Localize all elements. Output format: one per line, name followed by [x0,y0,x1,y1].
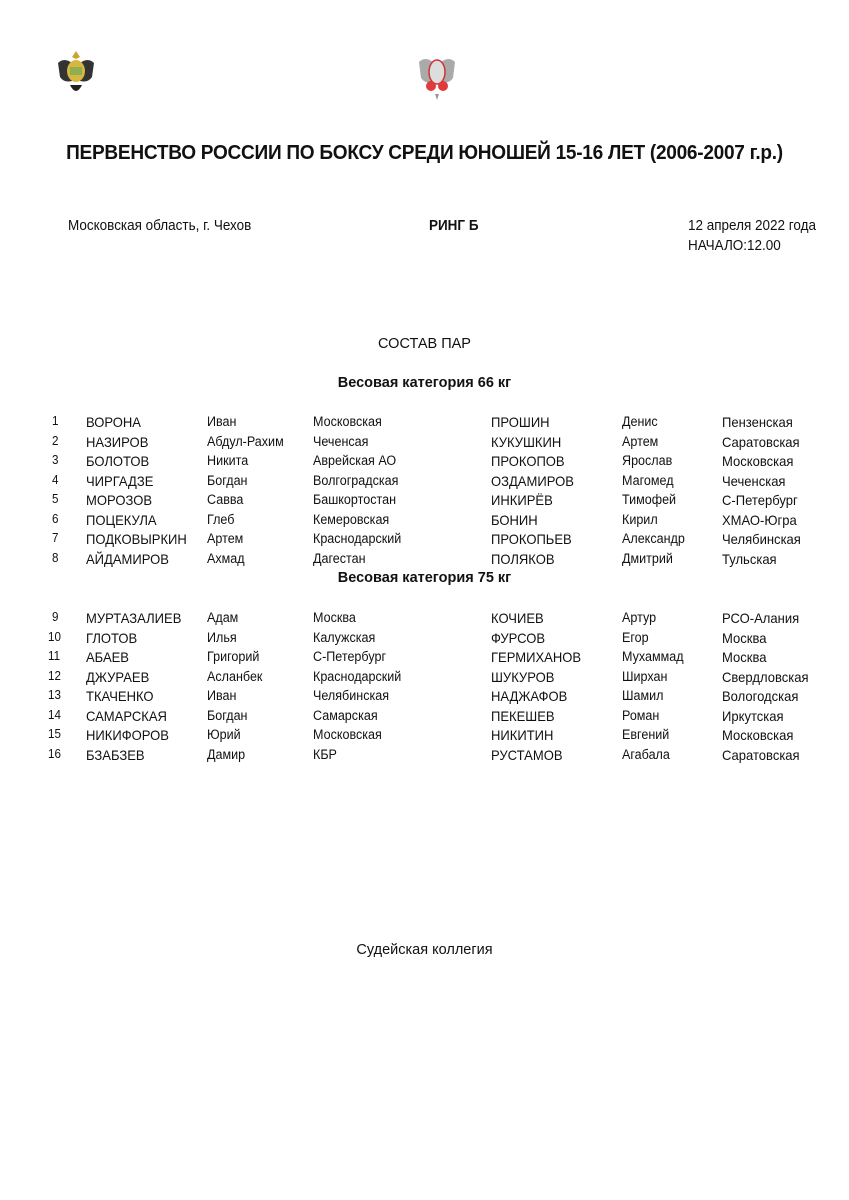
red-name: Григорий [207,649,260,664]
pair-number: 8 [52,550,59,565]
weight-category-66: Весовая категория 66 кг [337,375,512,391]
red-name: Глеб [207,511,235,527]
blue-surname: ПРОКОПОВ [491,453,565,469]
red-surname: НИКИФОРОВ [86,727,169,743]
pair-row [0,649,849,669]
ring-label: РИНГ Б [429,218,479,234]
pair-row [0,512,849,532]
red-name: Богдан [207,472,248,488]
pair-number: 12 [48,668,61,683]
red-surname: ТКАЧЕНКО [86,688,154,704]
location: Московская область, г. Чехов [68,218,252,234]
red-region: Калужская [313,629,376,645]
pair-number: 14 [48,707,61,722]
section-title: СОСТАВ ПАР [378,336,471,352]
pair-number: 15 [48,727,61,741]
red-surname: ПОДКОВЫРКИН [86,531,187,547]
red-region: Московская [313,414,382,429]
red-region: Волгоградская [313,472,399,488]
red-name: Ахмад [207,550,245,566]
pair-number: 3 [52,453,59,467]
blue-surname: ПРОШИН [491,414,550,430]
blue-region: ХМАО-Югра [722,511,797,528]
blue-name: Егор [622,629,649,645]
red-region: Челябинская [313,688,390,703]
pair-row [0,414,849,434]
red-region: Московская [313,727,382,742]
red-region: Чеченсая [313,433,369,449]
blue-region: Иркутская [722,707,784,724]
pair-number: 11 [48,649,61,663]
blue-surname: КОЧИЕВ [491,610,544,626]
red-region: Аврейская АО [313,453,397,468]
pair-row [0,669,849,689]
red-name: Никита [207,453,249,468]
blue-region: Тульская [722,550,777,567]
red-surname: НАЗИРОВ [86,433,149,450]
red-surname: ДЖУРАЕВ [86,668,150,685]
red-name: Абдул-Рахим [207,433,284,449]
blue-surname: ФУРСОВ [491,629,546,646]
blue-surname: ОЗДАМИРОВ [491,472,574,489]
start-time: НАЧАЛО:12.00 [688,238,781,254]
pair-row [0,453,849,473]
pair-row [0,630,849,650]
red-region: Дагестан [313,550,366,566]
judges-signature: Судейская коллегия [356,942,493,958]
blue-name: Тимофей [622,492,677,507]
red-region: Краснодарский [313,668,402,684]
blue-surname: КУКУШКИН [491,433,562,450]
pair-row [0,434,849,454]
blue-name: Артем [622,433,659,449]
red-surname: ВОРОНА [86,414,142,430]
blue-region: Пензенская [722,414,793,430]
blue-region: С-Петербург [722,492,798,508]
red-surname: МУРТАЗАЛИЕВ [86,610,182,626]
pair-row [0,492,849,512]
red-region: Кемеровская [313,511,390,527]
blue-surname: ИНКИРЁВ [491,492,553,508]
weight-category-75: Весовая категория 75 кг [337,570,512,586]
red-surname: БЗАБЗЕВ [86,746,145,763]
blue-name: Мухаммад [622,649,684,664]
red-surname: ЧИРГАДЗЕ [86,472,154,489]
blue-surname: БОНИН [491,511,538,528]
red-name: Юрий [207,727,241,742]
red-region: Краснодарский [313,531,402,546]
blue-region: Москва [722,629,767,646]
pair-number: 1 [52,414,59,428]
blue-region: Московская [722,727,794,743]
pair-row [0,747,849,767]
pair-number: 5 [52,492,59,506]
red-name: Адам [207,610,239,625]
blue-name: Роман [622,707,660,723]
blue-name: Денис [622,414,658,429]
event-date: 12 апреля 2022 года [688,218,816,234]
pair-row [0,551,849,571]
red-surname: БОЛОТОВ [86,453,150,469]
blue-region: Вологодская [722,688,799,704]
red-region: С-Петербург [313,649,387,664]
red-name: Савва [207,492,244,507]
blue-region: Москва [722,649,767,665]
red-region: Москва [313,610,356,625]
blue-name: Артур [622,610,657,625]
blue-name: Агабала [622,746,670,762]
red-name: Артем [207,531,244,546]
pair-number: 2 [52,433,59,448]
pair-row [0,473,849,493]
red-name: Иван [207,688,237,703]
blue-region: Московская [722,453,794,469]
blue-region: Челябинская [722,531,801,547]
document-title: ПЕРВЕНСТВО РОССИИ ПО БОКСУ СРЕДИ ЮНОШЕЙ 15-16 ЛЕТ (2006-2007 г.р.) [66,141,783,164]
blue-region: Свердловская [722,668,809,685]
blue-surname: ШУКУРОВ [491,668,555,685]
blue-name: Ярослав [622,453,673,468]
blue-surname: НИКИТИН [491,727,554,743]
red-region: Самарская [313,707,378,723]
pair-row [0,610,849,630]
red-surname: АЙДАМИРОВ [86,550,169,567]
red-name: Илья [207,629,237,645]
red-region: КБР [313,746,337,762]
pair-number: 4 [52,472,59,487]
blue-surname: ПЕКЕШЕВ [491,707,555,724]
red-name: Иван [207,414,237,429]
federation-emblem-icon [415,48,459,102]
blue-name: Шамил [622,688,664,703]
blue-region: Саратовская [722,746,800,763]
red-region: Башкортостан [313,492,397,507]
red-surname: ГЛОТОВ [86,629,138,646]
blue-region: РСО-Алания [722,610,800,626]
red-name: Асланбек [207,668,263,684]
pair-number: 6 [52,511,59,526]
blue-region: Саратовская [722,433,800,450]
red-surname: САМАРСКАЯ [86,707,167,724]
pair-row [0,531,849,551]
blue-name: Дмитрий [622,550,673,566]
blue-surname: НАДЖАФОВ [491,688,568,704]
blue-surname: ПРОКОПЬЕВ [491,531,572,547]
blue-name: Ширхан [622,668,668,684]
red-surname: АБАЕВ [86,649,129,665]
blue-surname: РУСТАМОВ [491,746,563,763]
pair-row [0,708,849,728]
pair-number: 9 [52,610,59,624]
pair-number: 7 [52,531,59,545]
blue-name: Евгений [622,727,670,742]
red-surname: МОРОЗОВ [86,492,153,508]
blue-region: Чеченская [722,472,786,489]
pair-number: 16 [48,746,61,761]
pair-number: 13 [48,688,61,702]
red-surname: ПОЦЕКУЛА [86,511,157,528]
ministry-emblem-icon [54,47,98,101]
blue-name: Александр [622,531,685,546]
pair-row [0,688,849,708]
red-name: Богдан [207,707,248,723]
blue-name: Кирил [622,511,658,527]
blue-surname: ПОЛЯКОВ [491,550,555,567]
pair-row [0,727,849,747]
blue-name: Магомед [622,472,674,488]
red-name: Дамир [207,746,246,762]
pair-number: 10 [48,629,61,644]
blue-surname: ГЕРМИХАНОВ [491,649,582,665]
